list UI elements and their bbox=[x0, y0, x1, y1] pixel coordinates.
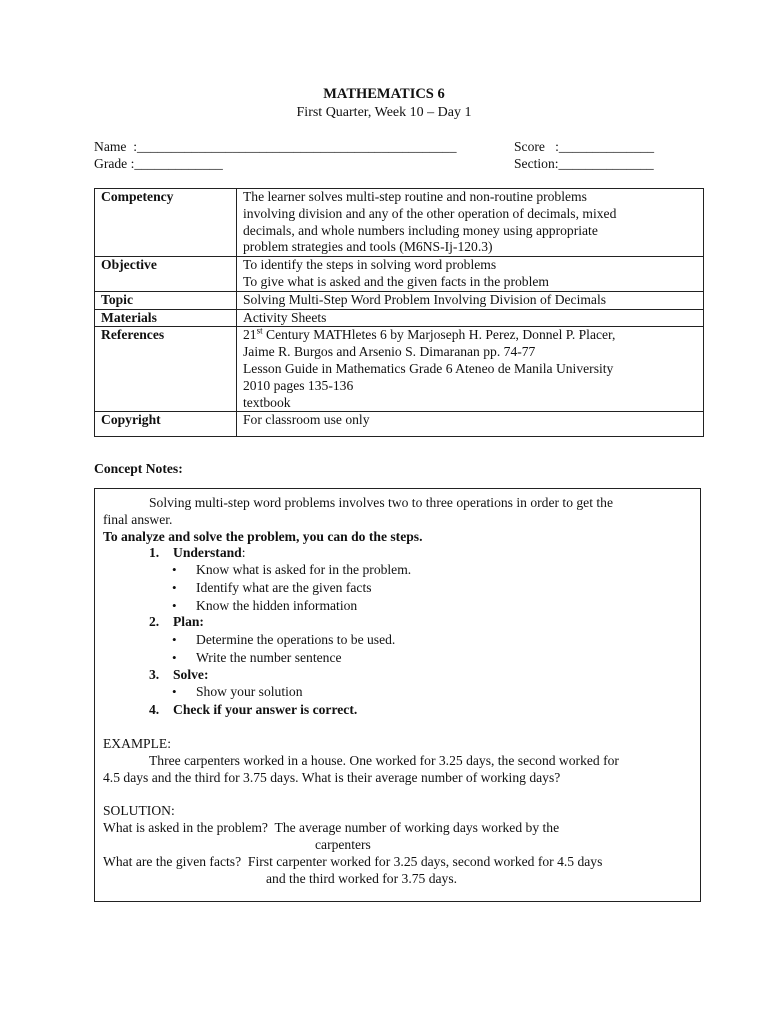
materials-row bbox=[95, 309, 704, 327]
reference-line: Lesson Guide in Mathematics Grade 6 Ateneo de Manila University bbox=[243, 360, 614, 376]
intro-text: Solving multi-step word problems involves two to three operations in order to get the bbox=[149, 495, 613, 510]
concept-notes-box bbox=[94, 488, 701, 902]
name-field[interactable]: Name :_______________________________________________ bbox=[94, 139, 457, 154]
score-field[interactable]: Score :______________ bbox=[514, 139, 655, 154]
references-label: References bbox=[95, 327, 237, 412]
reference-line: Jaime R. Burgos and Arsenio S. Dimaranan pp. 74-77 bbox=[243, 344, 536, 360]
concept-notes-heading: Concept Notes: bbox=[94, 461, 183, 476]
page-subtitle: First Quarter, Week 10 – Day 1 bbox=[296, 105, 472, 120]
competency-label: Competency bbox=[95, 189, 237, 257]
bullet-item: • Know what is asked for in the problem. bbox=[196, 561, 411, 578]
copyright-label: Copyright bbox=[95, 412, 237, 437]
page-title: MATHEMATICS 6 bbox=[323, 86, 445, 102]
step-check: Check if your answer is correct. bbox=[173, 702, 358, 717]
example-text: Three carpenters worked in a house. One worked for 3.25 days, the second worked for bbox=[149, 753, 619, 768]
section-field[interactable]: Section:______________ bbox=[514, 156, 654, 171]
reference-superscript: st bbox=[256, 325, 263, 336]
reference-line: textbook bbox=[243, 394, 291, 410]
solution-question: What are the given facts? First carpenter worked for 3.25 days, second worked for 4.5 days bbox=[103, 854, 603, 869]
step-colon: : bbox=[241, 545, 246, 560]
example-label: EXAMPLE: bbox=[103, 736, 171, 751]
reference-line bbox=[243, 327, 699, 344]
solution-question: What is asked in the problem? The average number of working days worked by the bbox=[103, 820, 560, 835]
reference-line: 2010 pages 135-136 bbox=[243, 377, 354, 393]
references-row bbox=[95, 327, 704, 412]
analyze-instruction: To analyze and solve the problem, you can do the steps. bbox=[103, 529, 423, 544]
competency-line: involving division and any of the other operation of decimals, mixed bbox=[243, 205, 617, 221]
materials-label: Materials bbox=[95, 309, 237, 327]
bullet-item: • Determine the operations to be used. bbox=[196, 631, 395, 648]
objective-row bbox=[95, 257, 704, 292]
intro-text: final answer. bbox=[103, 512, 173, 527]
competency-line: decimals, and whole numbers including money using appropriate bbox=[243, 222, 598, 238]
bullet-item: • Write the number sentence bbox=[196, 649, 342, 666]
materials-value: Activity Sheets bbox=[237, 309, 704, 327]
topic-row bbox=[95, 291, 704, 309]
competency-row bbox=[95, 189, 704, 257]
solution-question-cont: and the third worked for 3.75 days. bbox=[266, 871, 458, 886]
step-number: 3. bbox=[149, 667, 160, 682]
competency-line: problem strategies and tools (M6NS-Ij-120.3) bbox=[243, 239, 493, 255]
bullet-item: • Show your solution bbox=[196, 683, 303, 700]
reference-number: 21 bbox=[243, 327, 257, 343]
copyright-row bbox=[95, 412, 704, 437]
step-solve: Solve: bbox=[173, 667, 209, 682]
step-plan: Plan: bbox=[173, 614, 204, 629]
objective-line: To give what is asked and the given facts in the problem bbox=[243, 273, 549, 289]
step-number: 2. bbox=[149, 614, 160, 629]
solution-label: SOLUTION: bbox=[103, 803, 175, 818]
grade-field[interactable]: Grade :_____________ bbox=[94, 156, 223, 171]
bullet-item: • Know the hidden information bbox=[196, 597, 357, 614]
step-number: 1. bbox=[149, 545, 160, 560]
objective-value bbox=[237, 257, 704, 292]
objective-label: Objective bbox=[95, 257, 237, 292]
example-text: 4.5 days and the third for 3.75 days. What is their average number of working days? bbox=[103, 770, 561, 785]
topic-label: Topic bbox=[95, 291, 237, 309]
objective-line: To identify the steps in solving word problems bbox=[243, 257, 497, 273]
lesson-info-table bbox=[94, 188, 704, 437]
references-value bbox=[237, 327, 704, 412]
step-label: Understand bbox=[173, 545, 242, 560]
copyright-value: For classroom use only bbox=[237, 412, 704, 437]
bullet-item: • Identify what are the given facts bbox=[196, 579, 372, 596]
step-understand bbox=[173, 544, 246, 561]
competency-line: The learner solves multi-step routine and non-routine problems bbox=[243, 189, 587, 204]
step-number: 4. bbox=[149, 702, 160, 717]
reference-text: Century MATHletes 6 by Marjoseph H. Perez, Donnel P. Placer, bbox=[262, 327, 616, 343]
solution-question-cont: carpenters bbox=[315, 837, 371, 852]
topic-value: Solving Multi-Step Word Problem Involving Division of Decimals bbox=[237, 291, 704, 309]
competency-value bbox=[237, 189, 704, 257]
